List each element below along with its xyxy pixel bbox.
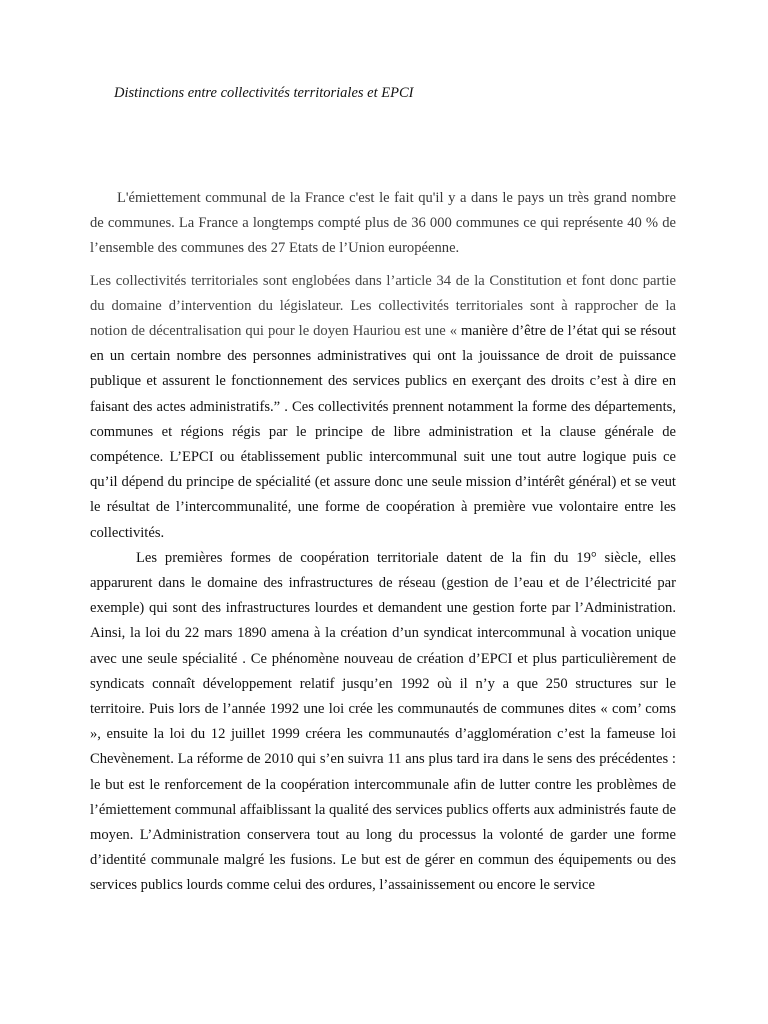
paragraph-premieres-formes-cooperation: Les premières formes de coopération territoriale datent de la fin du 19° siècle, elles apparurent dans le domaine des infrastructures de réseau (gestion de l’eau et de l’électricité par exemple) qui sont des infrastructures lourdes et demandent une gestion forte par l’Administration. Ainsi, la loi du 22 mars 1890 amena à la création d’un syndicat intercommunal à vocation unique avec une seule spécialité . Ce phénomène nouveau de création d’EPCI et plus particulièrement de syndicats connaît développement relatif jusqu’en 1992 où il n’y a que 250 structures sur le territoire. Puis lors de l’année 1992 une loi crée les communautés de communes dites « com’ coms », ensuite la loi du 12 juillet 1999 créera les communautés d’agglomération c’est la fameuse loi Chevènement. La réforme de 2010 qui s’en suivra 11 ans plus tard ira dans le sens des précédentes : le but est le renforcement de la coopération intercommunale afin de lutter contre les problèmes de l’émiettement communal affaiblissant la qualité des services publics offerts aux administrés faute de moyen. L’Administration conservera tout au long du processus la volonté de garder une forme d’identité communale malgré les fusions. Le but est de gérer en commun des équipements ou des services publics lourds comme celui des ordures, l’assainissement ou encore le service [90, 549, 676, 894]
document-body [90, 186, 676, 899]
paragraph-collectivites-intro: Les collectivités territoriales sont englobées dans l’article 34 de la Constitution et font donc partie du domaine d’intervention du législateur. Les collectivités territoriales sont à rapprocher de la notion de décentralisation qui pour le doyen Hauriou est une « [90, 272, 676, 340]
paragraph-collectivites-continuation: manière d’être de l’état qui se résout en un certain nombre des personnes administratives qui ont la jouissance de droit de puissance publique et assurent le fonctionnement des services publics en exerçant des droits c’est à dire en faisant des actes administratifs.” . Ces collectivités prennent notamment la forme des départements, communes et régions régis par le principe de libre administration et la clause générale de compétence. L’EPCI ou établissement public intercommunal suit une tout autre logique puis ce qu’il dépend du principe de spécialité (et assure donc une seule mission d’intérêt général) et se veut le résultat de l’intercommunalité, une forme de coopération à première vue volontaire entre les collectivités. [90, 323, 676, 541]
paragraph-emiettement-communal: L'émiettement communal de la France c'est le fait qu'il y a dans le pays un très grand nombre de communes. La France a longtemps compté plus de 36 000 communes ce qui représente 40 % de l’ensemble des communes des 27 Etats de l’Union européenne. [90, 190, 676, 257]
document-title: Distinctions entre collectivités territoriales et EPCI [114, 85, 414, 101]
paragraph-collectivites-territoriales [90, 269, 676, 546]
